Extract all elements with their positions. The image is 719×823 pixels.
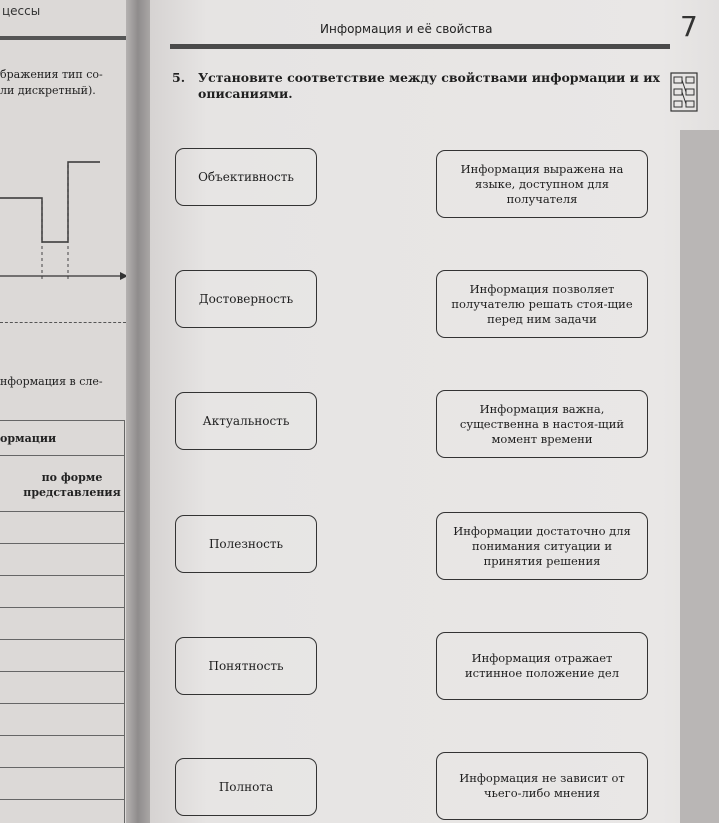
right-page xyxy=(150,0,719,823)
left-page-line-3: нформация в сле- xyxy=(0,375,103,388)
page-side-bar xyxy=(680,130,719,823)
left-page-dashed-divider xyxy=(0,322,126,323)
property-box-reliability[interactable]: Достоверность xyxy=(175,270,317,328)
description-box-3[interactable]: Информация важна, существенна в настоя-щий момент времени xyxy=(436,390,648,458)
property-box-relevance[interactable]: Актуальность xyxy=(175,392,317,450)
left-table-header-2: по форме представления xyxy=(23,471,121,499)
left-page-line-2: ли дискретный). xyxy=(0,84,96,97)
property-box-objectivity[interactable]: Объективность xyxy=(175,148,317,206)
description-box-4[interactable]: Информации достаточно для понимания ситуации и принятия решения xyxy=(436,512,648,580)
left-page-line-1: бражения тип со- xyxy=(0,68,103,81)
left-page-header: цессы xyxy=(2,4,41,18)
header-rule xyxy=(170,44,670,49)
property-box-completeness[interactable]: Полнота xyxy=(175,758,317,816)
description-box-5[interactable]: Информация отражает истинное положение дел xyxy=(436,632,648,700)
description-box-6[interactable]: Информация не зависит от чьего-либо мнения xyxy=(436,752,648,820)
section-title: Информация и её свойства xyxy=(320,22,493,36)
matching-task-icon xyxy=(670,72,698,112)
task-text: Установите соответствие между свойствами информации и их описаниями. xyxy=(198,70,660,101)
property-box-usefulness[interactable]: Полезность xyxy=(175,515,317,573)
left-page xyxy=(0,0,132,823)
description-box-1[interactable]: Информация выражена на языке, доступном для получателя xyxy=(436,150,648,218)
signal-graph xyxy=(0,150,130,300)
description-box-2[interactable]: Информация позволяет получателю решать стоя-щие перед ним задачи xyxy=(436,270,648,338)
page-number: 7 xyxy=(680,10,698,43)
left-page-rule xyxy=(0,36,128,40)
property-box-understandability[interactable]: Понятность xyxy=(175,637,317,695)
task-number: 5. xyxy=(172,70,186,85)
left-table-header-1: ормации xyxy=(0,432,57,445)
